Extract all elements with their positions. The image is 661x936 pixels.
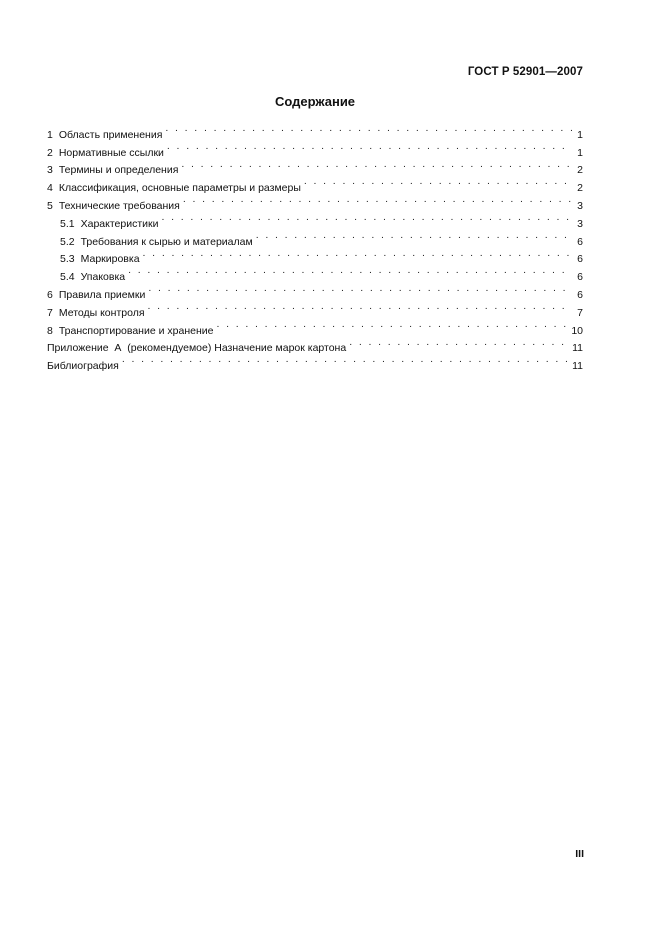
toc-entry-text: Нормативные ссылки: [58, 146, 164, 159]
toc-entry-number: 5: [47, 199, 53, 212]
toc-entry-page: 3: [577, 217, 583, 230]
toc-entry-number: 1: [47, 128, 53, 141]
toc-leader-dots: [122, 351, 569, 369]
table-of-contents: [47, 120, 583, 373]
toc-entry-text: Термины и определения: [58, 164, 179, 177]
toc-leader-dots: [256, 227, 572, 245]
toc-entry-number: 7: [47, 306, 53, 319]
toc-entry-text: Маркировка: [80, 253, 140, 266]
toc-entry-text: Технические требования: [58, 199, 180, 212]
toc-entry-page: 1: [577, 146, 583, 159]
toc-leader-dots: [143, 245, 572, 263]
toc-entry-number: 5.2: [60, 235, 75, 248]
toc-entry-page: 11: [572, 342, 583, 355]
toc-entry-page: 2: [577, 164, 583, 177]
toc-entry-number: 5.4: [60, 271, 75, 284]
toc-leader-dots: [181, 156, 572, 174]
toc-entry-text: Область применения: [58, 128, 163, 141]
toc-title: Содержание: [274, 94, 356, 109]
toc-entry-number: 5.3: [60, 253, 75, 266]
toc-entry-6[interactable]: [47, 280, 583, 301]
toc-entry-text: Библиография: [47, 360, 119, 373]
toc-entry-page: 6: [577, 253, 583, 266]
toc-entry-number: 4: [47, 182, 53, 195]
toc-entry-label: [47, 287, 145, 305]
toc-entry-label: [60, 216, 158, 234]
toc-leader-dots: [304, 173, 572, 191]
toc-leader-dots: [148, 298, 572, 316]
toc-entry-number: 8: [47, 324, 53, 337]
toc-entry-text: Упаковка: [80, 271, 126, 284]
toc-entry-text: Методы контроля: [58, 306, 145, 319]
toc-entry-label: [47, 198, 180, 216]
toc-entry-label: [47, 145, 164, 163]
toc-entry-text: Требования к сырью и материалам: [80, 235, 253, 248]
toc-leader-dots: [148, 280, 572, 298]
toc-entry-number: 2: [47, 146, 53, 159]
toc-entry-page: 6: [577, 288, 583, 301]
toc-entry-label: [47, 305, 145, 323]
toc-entry-page: 2: [577, 182, 583, 195]
toc-leader-dots: [183, 191, 572, 209]
toc-entry-bibliography[interactable]: [47, 351, 583, 373]
toc-entry-1[interactable]: [47, 120, 583, 141]
toc-entry-page: 10: [571, 324, 583, 337]
toc-entry-number: 3: [47, 164, 53, 177]
toc-entry-number: 5.1: [60, 217, 75, 230]
toc-entry-text: Транспортирование и хранение: [58, 324, 214, 337]
toc-entry-page: 6: [577, 235, 583, 248]
toc-leader-dots: [165, 120, 572, 138]
toc-entry-number: 6: [47, 288, 53, 301]
toc-entry-page: 1: [577, 128, 583, 141]
toc-leader-dots: [128, 262, 572, 280]
toc-leader-dots: [349, 334, 569, 352]
toc-entry-label: [47, 323, 213, 341]
toc-entry-text: Характеристики: [80, 217, 159, 230]
toc-entry-text: Правила приемки: [58, 288, 146, 301]
toc-leader-dots: [167, 138, 572, 156]
toc-entry-text: Приложение А (рекомендуемое) Назначение марок картона: [47, 342, 347, 355]
toc-entry-label: [47, 162, 178, 180]
page-number: III: [575, 848, 584, 860]
document-code: ГОСТ Р 52901—2007: [467, 66, 583, 78]
toc-entry-page: 11: [572, 360, 583, 373]
toc-leader-dots: [216, 316, 568, 334]
toc-entry-label: [47, 358, 119, 376]
toc-entry-label: [47, 127, 162, 145]
toc-leader-dots: [161, 209, 572, 227]
toc-entry-5-4[interactable]: [47, 262, 583, 284]
toc-entry-label: [60, 269, 125, 287]
toc-entry-page: 6: [577, 271, 583, 284]
toc-entry-page: 7: [577, 306, 583, 319]
toc-entry-page: 3: [577, 199, 583, 212]
toc-entry-text: Классификация, основные параметры и размеры: [58, 182, 301, 195]
